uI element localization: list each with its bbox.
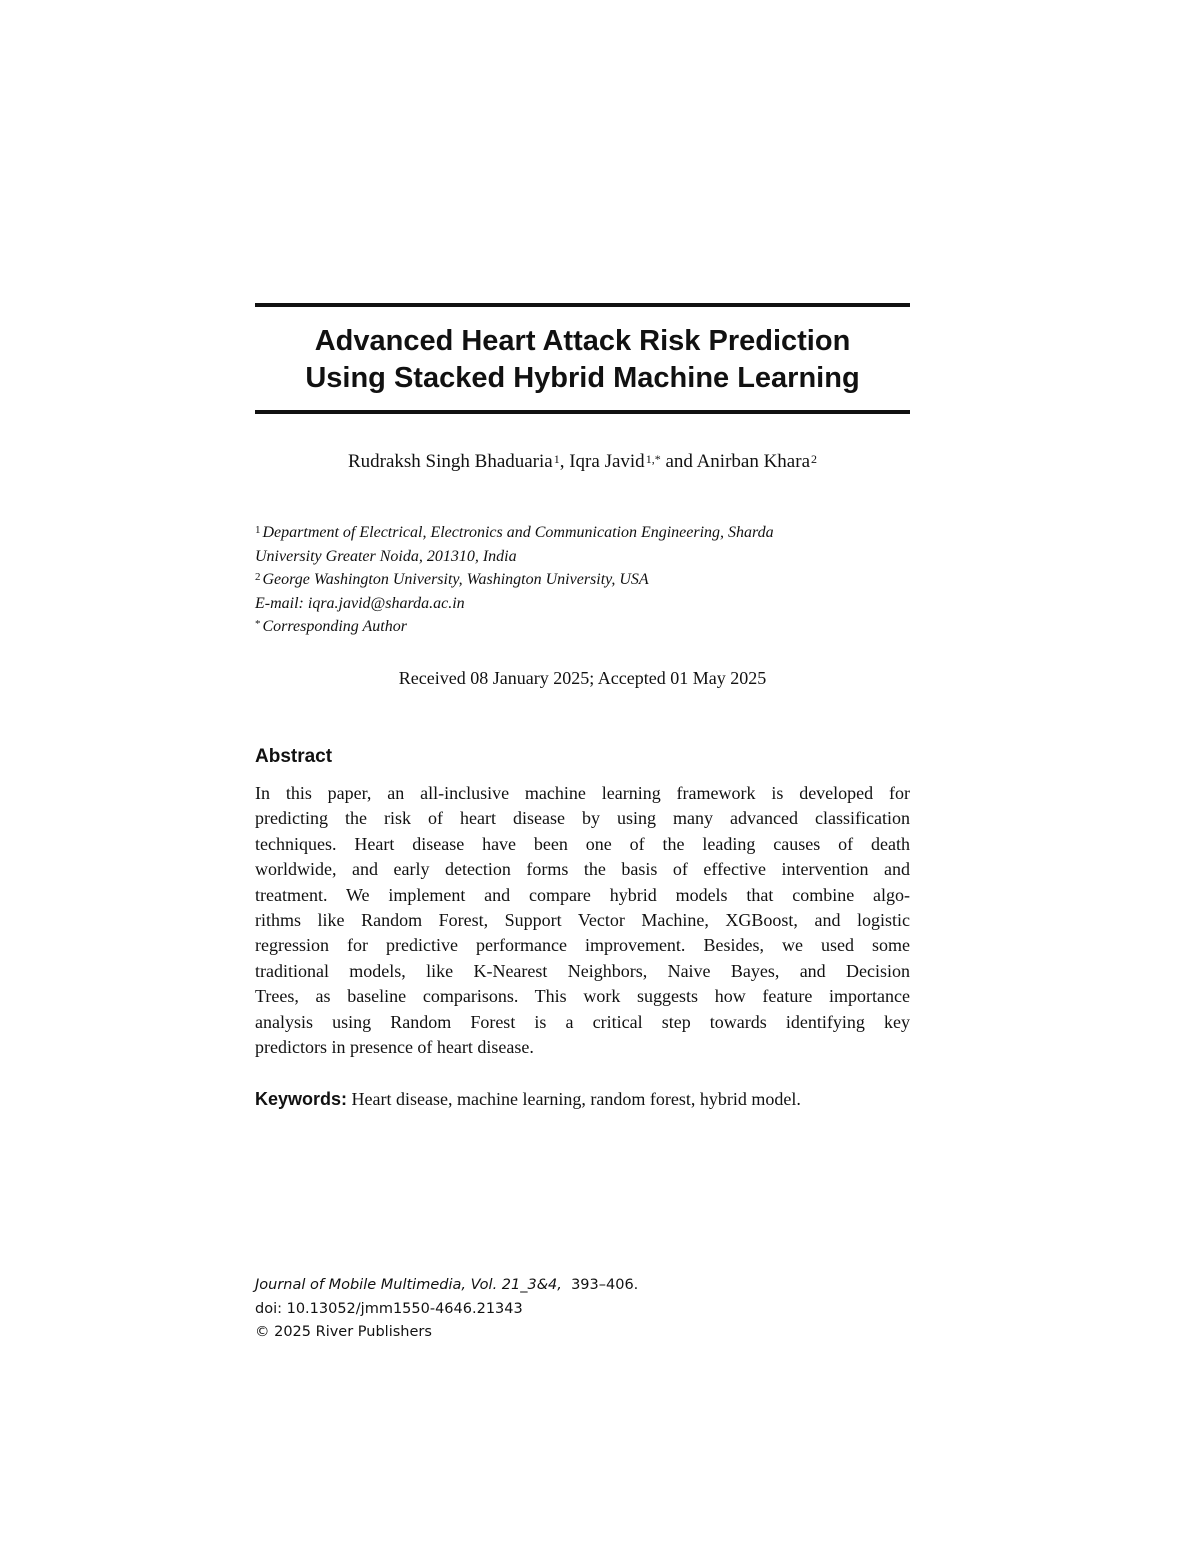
author-affiliation-mark: 1,*: [645, 452, 661, 466]
corresponding-mark: *: [255, 618, 261, 630]
abstract-line: rithms like Random Forest, Support Vector Machine, XGBoost, and logistic: [255, 909, 910, 930]
abstract-line: predictors in presence of heart disease.: [255, 1036, 534, 1057]
affiliation-mark: 1: [255, 524, 261, 536]
keywords: [255, 1086, 955, 1112]
affiliation-mark: 2: [255, 571, 261, 583]
abstract-line: Trees, as baseline comparisons. This work suggests how feature importance: [255, 986, 910, 1007]
author-name: Iqra Javid: [569, 451, 645, 472]
corresponding-author-note: [255, 615, 910, 639]
corresponding-text: Corresponding Author: [262, 618, 407, 635]
doi: doi: 10.13052/jmm1550-4646.21343: [255, 1300, 523, 1317]
author-name: Anirban Khara: [696, 451, 811, 472]
abstract-line: worldwide, and early detection forms the basis of effective intervention and: [255, 859, 910, 880]
affiliation-1-line-1: [255, 521, 910, 545]
abstract-line: treatment. We implement and compare hybrid models that combine algo-: [255, 884, 910, 905]
paper-title-line-1: Advanced Heart Attack Risk Prediction: [314, 325, 851, 357]
page-range: 393–406.: [571, 1277, 639, 1293]
keywords-label: Keywords:: [255, 1089, 348, 1109]
abstract-line: regression for predictive performance improvement. Besides, we used some: [255, 935, 910, 956]
paper-title: [255, 323, 910, 397]
journal-citation: [255, 1274, 910, 1298]
affiliation-text: Department of Electrical, Electronics and Communication Engineering, Sharda: [262, 524, 774, 541]
paper-title-line-2: Using Stacked Hybrid Machine Learning: [305, 362, 860, 394]
abstract-line: In this paper, an all-inclusive machine learning framework is developed for: [255, 783, 910, 803]
affiliation-2: [255, 568, 910, 592]
journal-name: Journal of Mobile Multimedia, Vol. 21_3&4,: [255, 1277, 562, 1293]
author-affiliation-mark: 2: [811, 452, 818, 466]
author-separator: ,: [559, 451, 570, 472]
title-rule-top: [255, 303, 910, 307]
title-rule-bottom: [255, 410, 910, 414]
copyright: © 2025 River Publishers: [255, 1324, 432, 1340]
affiliation-1-line-2: University Greater Noida, 201310, India: [255, 547, 517, 565]
abstract-line: predicting the risk of heart disease by using many advanced classification: [255, 808, 910, 829]
publication-footer: [255, 1274, 910, 1345]
abstract-line: techniques. Heart disease have been one of the leading causes of death: [255, 833, 910, 854]
author-list: [255, 449, 910, 475]
author-email: E-mail: iqra.javid@sharda.ac.in: [255, 594, 465, 612]
author-name: Rudraksh Singh Bhaduaria: [347, 451, 553, 472]
affiliations-block: [255, 521, 910, 639]
abstract-line: analysis using Random Forest is a critical step towards identifying key: [255, 1011, 910, 1032]
abstract-line: traditional models, like K-Nearest Neighbors, Naive Bayes, and Decision: [255, 960, 910, 981]
author-affiliation-mark: 1: [553, 452, 560, 466]
abstract-body: [255, 781, 910, 1060]
keywords-text: Heart disease, machine learning, random forest, hybrid model.: [347, 1089, 801, 1109]
author-separator: and: [660, 451, 697, 472]
affiliation-text: George Washington University, Washington University, USA: [262, 571, 649, 588]
abstract-heading: Abstract: [255, 746, 333, 767]
received-accepted-dates: Received 08 January 2025; Accepted 01 May 2025: [398, 668, 767, 688]
